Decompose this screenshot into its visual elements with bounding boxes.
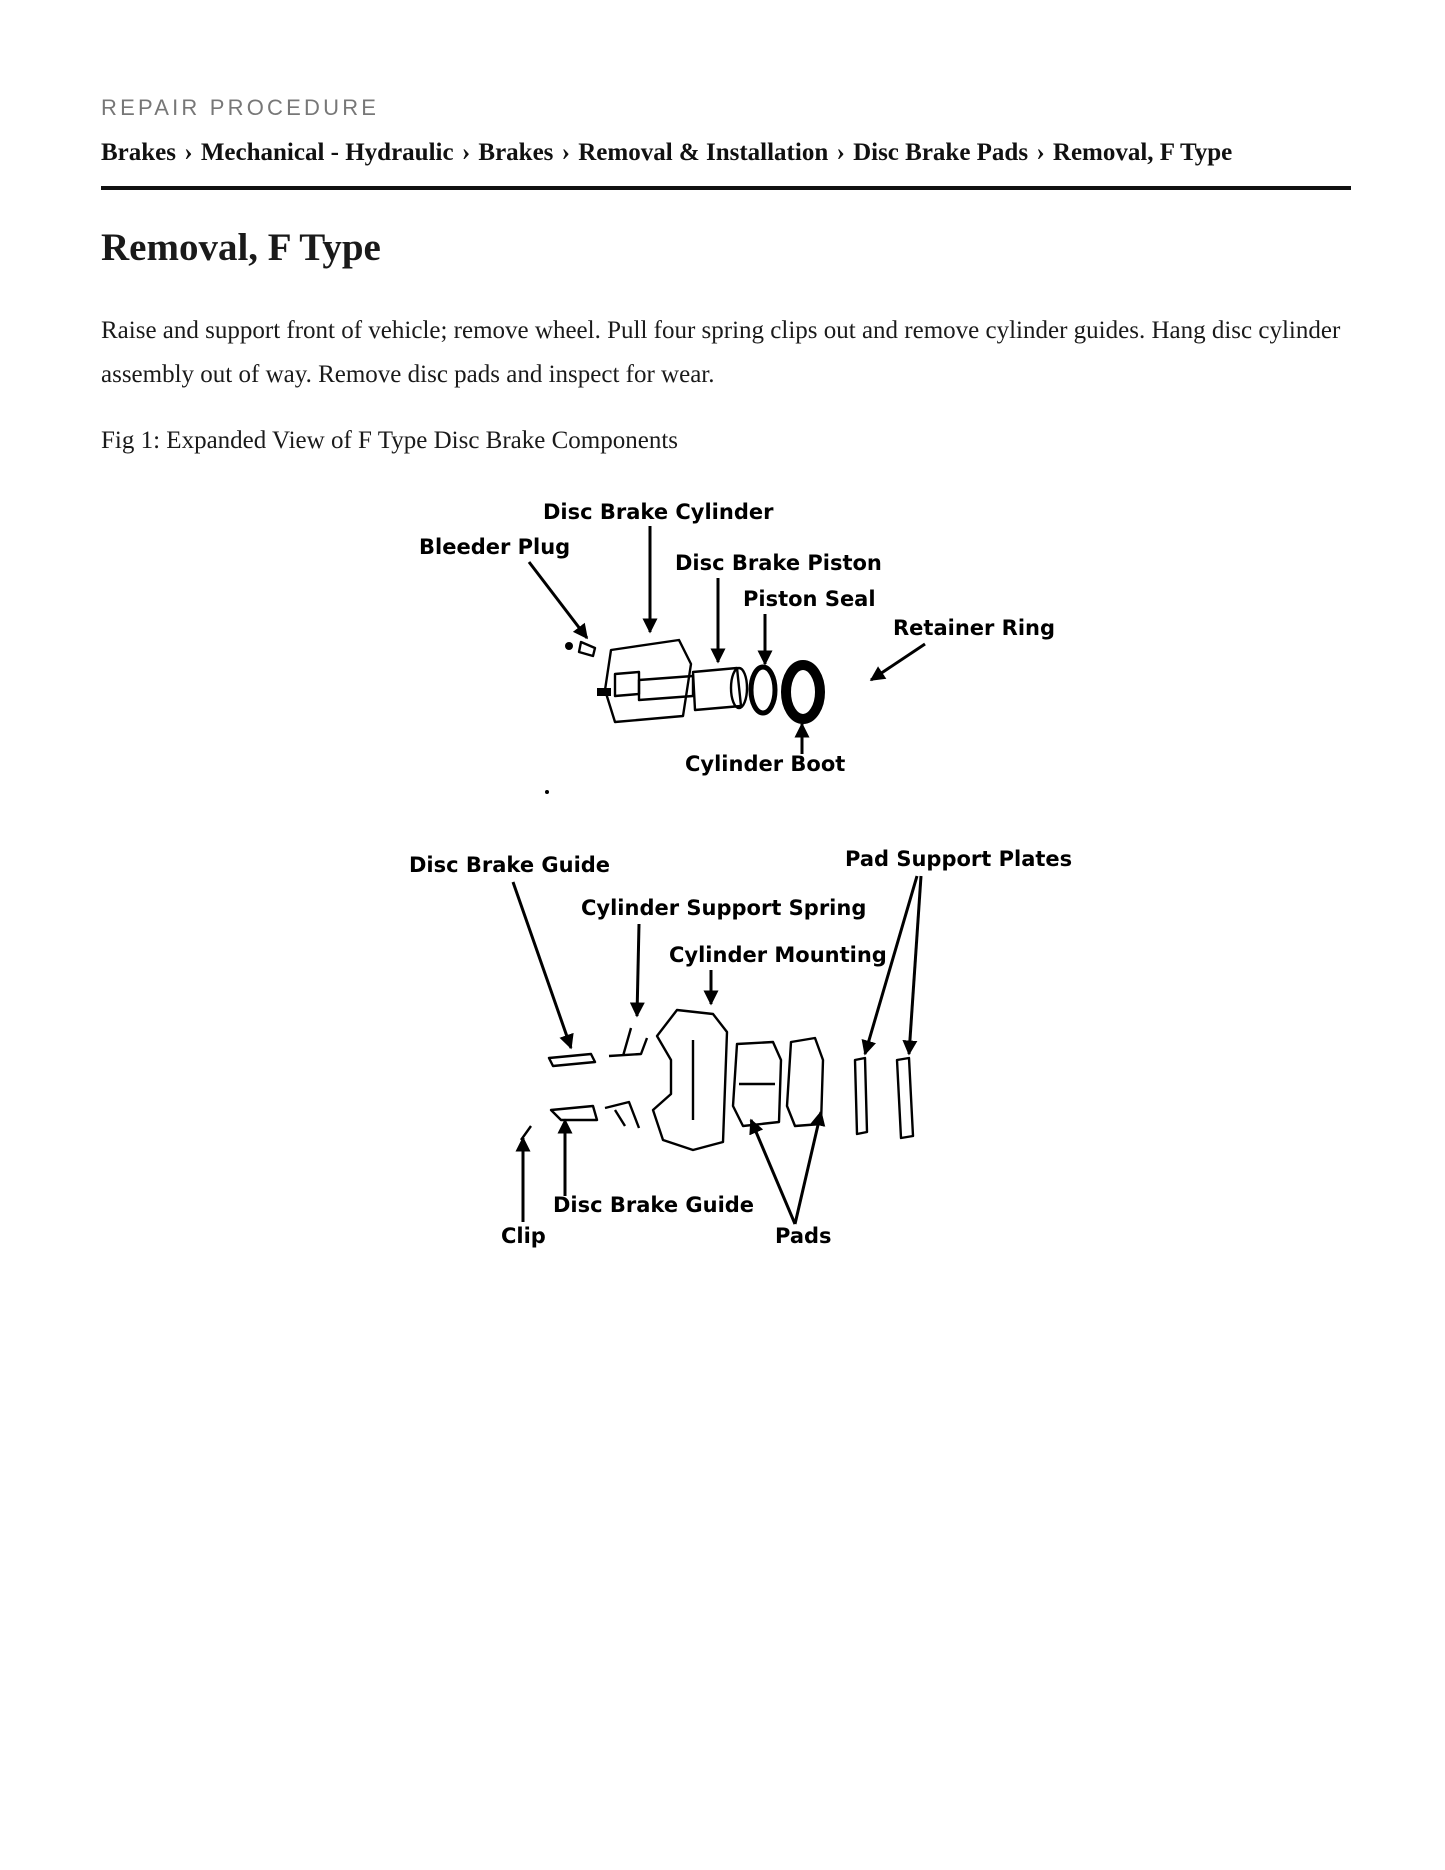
piston-seal-part xyxy=(751,667,775,713)
label-bleeder-plug: Bleeder Plug xyxy=(419,535,571,559)
section-kicker: REPAIR PROCEDURE xyxy=(101,95,380,120)
label-clip: Clip xyxy=(501,1224,546,1248)
breadcrumb-separator: › xyxy=(184,139,193,166)
arrow-bleeder-plug xyxy=(529,562,587,638)
stray-dot xyxy=(545,790,549,794)
cylinder-support-spring-part xyxy=(609,1028,647,1056)
breadcrumb-item-brakes-2[interactable]: Brakes xyxy=(478,139,554,166)
label-disc-brake-cylinder: Disc Brake Cylinder xyxy=(543,500,774,524)
pad-support-plate-2-part xyxy=(897,1058,913,1138)
arrow-cylinder-support-spring xyxy=(637,924,639,1016)
breadcrumb-item-mechanical-hydraulic[interactable]: Mechanical - Hydraulic xyxy=(200,139,454,166)
label-pad-support-plates: Pad Support Plates xyxy=(845,847,1073,871)
label-cylinder-support-spring: Cylinder Support Spring xyxy=(581,896,867,920)
breadcrumb xyxy=(101,139,1351,167)
breadcrumb-separator: › xyxy=(1036,139,1045,166)
breadcrumb-item-brakes[interactable]: Brakes xyxy=(101,139,176,166)
spring-clip-part xyxy=(605,1102,639,1128)
pad-inner-part xyxy=(733,1042,781,1126)
label-disc-brake-piston: Disc Brake Piston xyxy=(675,551,882,575)
pad-outer-part xyxy=(787,1038,823,1126)
pad-support-plate-1-part xyxy=(855,1058,867,1134)
label-pads: Pads xyxy=(775,1224,832,1248)
arrow-retainer-ring xyxy=(871,644,925,680)
arrow-disc-brake-guide-upper xyxy=(513,882,571,1048)
breadcrumb-separator: › xyxy=(461,139,471,166)
bleeder-plug-part xyxy=(565,642,595,656)
procedure-paragraph: Raise and support front of vehicle; remove wheel. Pull four spring clips out and remove cylinder guides. Hang disc cylinder assembly out of way. Remove disc pads and inspect for wear. xyxy=(101,317,1341,388)
disc-brake-guide-lower-part xyxy=(551,1106,597,1120)
page-title: Removal, F Type xyxy=(101,226,381,269)
cylinder-boot-part xyxy=(786,665,820,719)
cylinder-mounting-part xyxy=(653,1010,727,1150)
label-disc-brake-guide-lower: Disc Brake Guide xyxy=(553,1193,755,1217)
breadcrumb-separator: › xyxy=(836,139,845,166)
header-divider xyxy=(101,186,1351,190)
disc-brake-guide-upper-part xyxy=(549,1054,595,1066)
brake-components-figure xyxy=(401,480,1261,1280)
breadcrumb-item-disc-brake-pads[interactable]: Disc Brake Pads xyxy=(853,139,1029,166)
figure-caption: Fig 1: Expanded View of F Type Disc Brake Components xyxy=(101,427,679,454)
breadcrumb-item-current: Removal, F Type xyxy=(1052,139,1233,166)
exploded-view-diagram xyxy=(401,480,1261,1280)
label-cylinder-boot: Cylinder Boot xyxy=(685,752,846,776)
arrow-pad-support-plate-2 xyxy=(909,876,921,1054)
arrow-pad-inner xyxy=(751,1120,795,1224)
clip-part xyxy=(521,1126,531,1140)
label-piston-seal: Piston Seal xyxy=(743,587,876,611)
arrow-pad-outer xyxy=(795,1112,821,1224)
breadcrumb-item-removal-installation[interactable]: Removal & Installation xyxy=(578,139,829,166)
breadcrumb-separator: › xyxy=(561,139,570,166)
label-cylinder-mounting: Cylinder Mounting xyxy=(669,943,887,967)
label-disc-brake-guide-upper: Disc Brake Guide xyxy=(409,853,611,877)
disc-brake-piston-part xyxy=(693,668,747,710)
disc-brake-cylinder-part xyxy=(597,640,693,722)
label-retainer-ring: Retainer Ring xyxy=(893,616,1056,640)
